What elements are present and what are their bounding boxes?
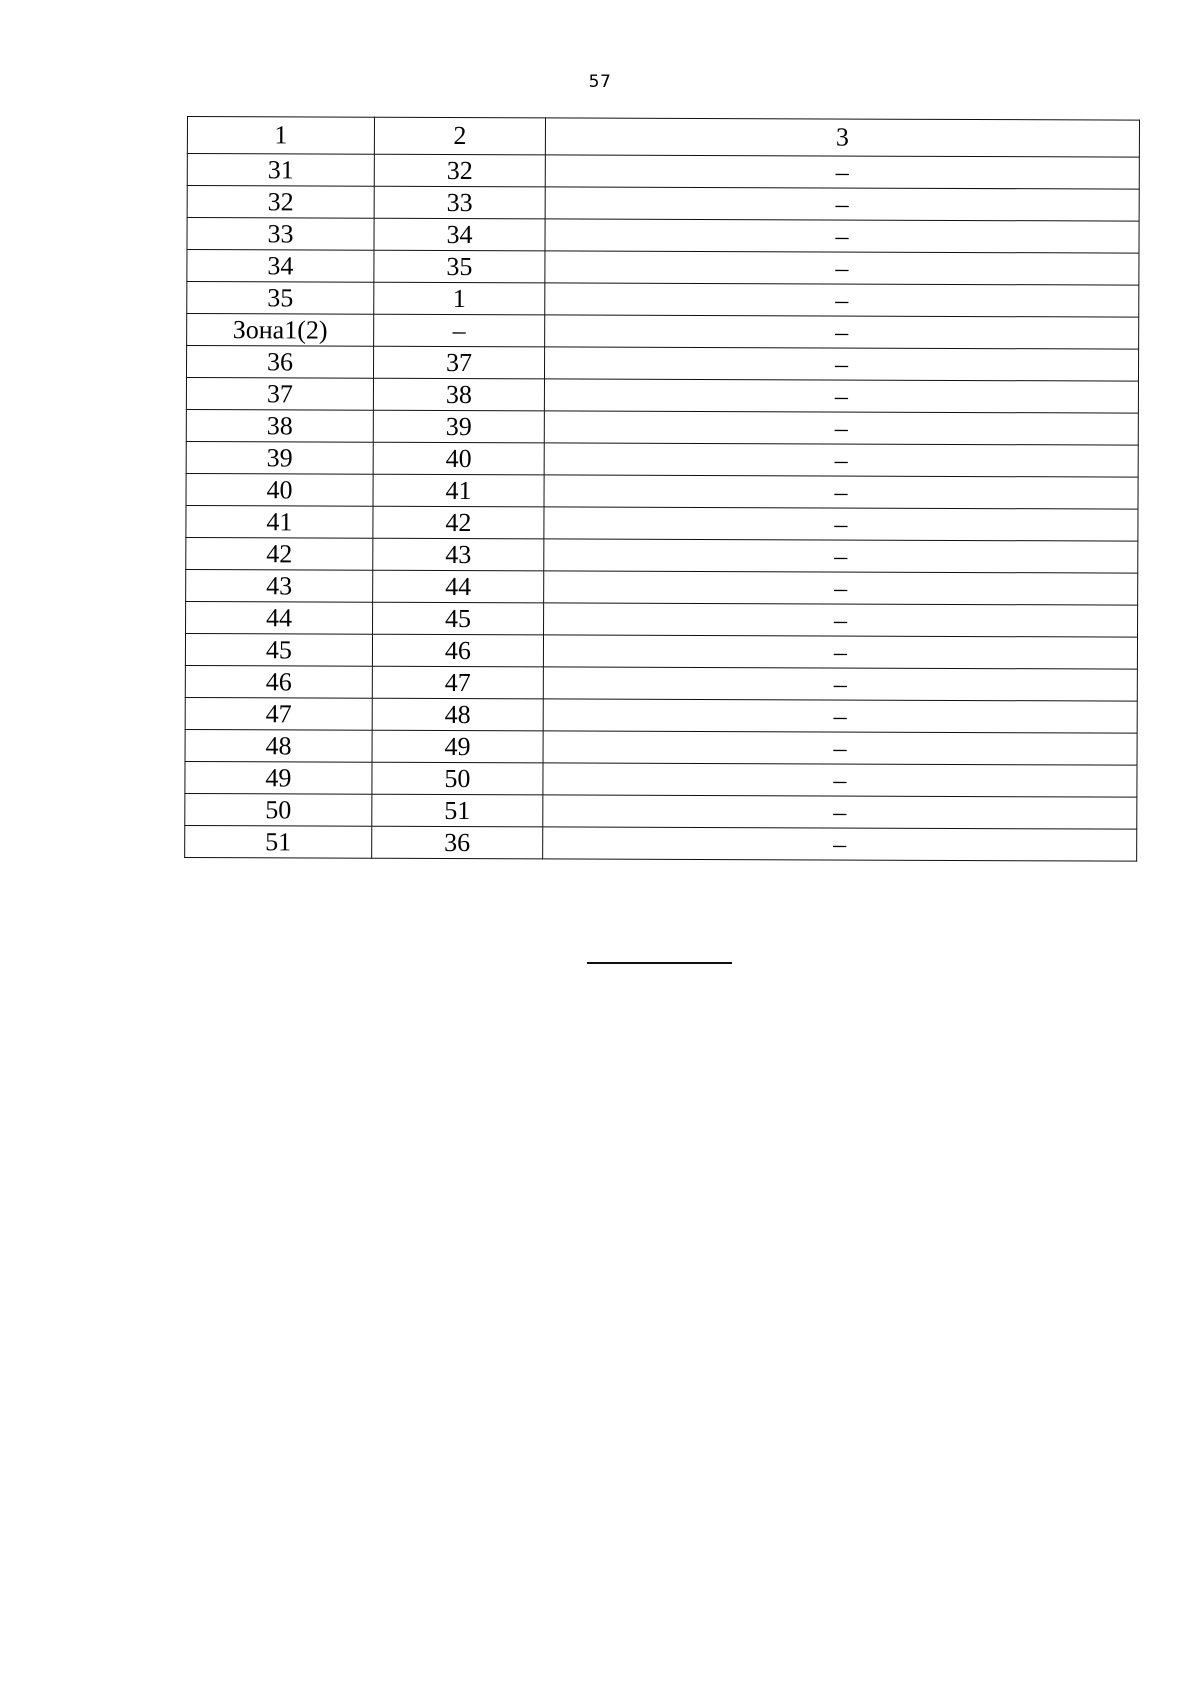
table-row [187,250,1139,286]
header-cell-col3: 3 [545,118,1139,157]
table-cell-col3: – [544,475,1138,509]
table-row [186,505,1138,541]
table-cell-col1: 51 [185,825,372,858]
table-cell-col2: 1 [374,282,545,315]
table-cell-col2: 48 [372,698,543,731]
table-cell-col3: – [544,603,1138,637]
table-row [187,282,1139,318]
table-cell-col1: 33 [187,218,374,251]
table-cell-col3: – [543,795,1137,829]
table-row [185,697,1137,733]
table-cell-col1: 37 [186,378,373,411]
table-cell-col1: 38 [186,409,373,442]
table-row [185,729,1137,765]
table-cell-col3: – [545,219,1139,253]
table-cell-col1: 41 [186,505,373,538]
table-cell-col1: 39 [186,441,373,474]
table-cell-col2: 50 [372,762,543,795]
table-cell-col2: 40 [373,442,544,475]
table-cell-col3: – [543,763,1137,797]
table-cell-col2: – [374,314,545,347]
table-row [185,633,1137,669]
header-cell-col1: 1 [187,117,374,155]
table-body [185,117,1140,862]
table-cell-col2: 39 [373,410,544,443]
table-cell-col3: – [543,635,1137,669]
table-cell-col3: – [545,187,1139,221]
table-cell-col3: – [544,507,1138,541]
table-row [186,346,1138,382]
table-cell-col1: 36 [186,346,373,379]
table-header-row [187,117,1139,158]
header-cell-col2: 2 [374,117,545,155]
data-table [184,116,1140,862]
table-row [186,378,1138,414]
table-cell-col2: 46 [372,634,543,667]
table-row [186,441,1138,477]
table-row [187,186,1139,222]
table-row [187,218,1139,254]
table-cell-col3: – [543,827,1137,861]
table-cell-col3: – [544,379,1138,413]
table-cell-col3: – [543,699,1137,733]
table-cell-col2: 37 [373,346,544,379]
table-cell-col2: 32 [374,154,545,187]
table-row [186,473,1138,509]
table-cell-col2: 36 [372,826,543,859]
table-cell-col1: 47 [185,697,372,730]
table-cell-col1: 46 [185,665,372,698]
table-row [187,154,1139,190]
table-cell-col1: 31 [187,154,374,187]
table-cell-col1: 34 [187,250,374,283]
table-row [185,793,1137,829]
table-cell-col3: – [544,571,1138,605]
table-cell-col3: – [544,443,1138,477]
table-cell-col2: 33 [374,186,545,219]
table-cell-col2: 44 [373,570,544,603]
table-row [185,665,1137,701]
table-cell-col3: – [544,411,1138,445]
table-cell-col2: 41 [373,474,544,507]
table-cell-col2: 47 [372,666,543,699]
table-cell-col1: 42 [186,537,373,570]
end-of-section-rule [587,962,732,964]
table-cell-col1: 48 [185,729,372,762]
table-cell-col2: 51 [372,794,543,827]
table-cell-col1: 45 [185,633,372,666]
table-cell-col3: – [545,155,1139,189]
table-cell-col3: – [544,539,1138,573]
table-cell-col1: 44 [186,601,373,634]
table-cell-col3: – [545,251,1139,285]
table-cell-col3: – [543,667,1137,701]
table-cell-col2: 45 [373,602,544,635]
table-row [186,601,1138,637]
table-cell-col1: 40 [186,473,373,506]
table-row [187,314,1139,350]
table-cell-col2: 38 [373,378,544,411]
table-cell-col3: – [544,347,1138,381]
table-cell-col1: Зона1(2) [187,314,374,347]
table-cell-col1: 32 [187,186,374,219]
table-cell-col1: 35 [187,282,374,315]
table-cell-col3: – [545,315,1139,349]
page-number: 57 [588,72,612,92]
table-cell-col3: – [545,283,1139,317]
table-row [186,537,1138,573]
table-cell-col3: – [543,731,1137,765]
table-cell-col2: 42 [373,506,544,539]
table-row [186,409,1138,445]
table-cell-col1: 49 [185,761,372,794]
table-cell-col2: 49 [372,730,543,763]
table-cell-col2: 35 [374,250,545,283]
table-row [185,761,1137,797]
table-row [186,569,1138,605]
table-row [185,825,1137,861]
table-cell-col2: 43 [373,538,544,571]
table-cell-col1: 43 [186,569,373,602]
table-cell-col2: 34 [374,218,545,251]
table-cell-col1: 50 [185,793,372,826]
